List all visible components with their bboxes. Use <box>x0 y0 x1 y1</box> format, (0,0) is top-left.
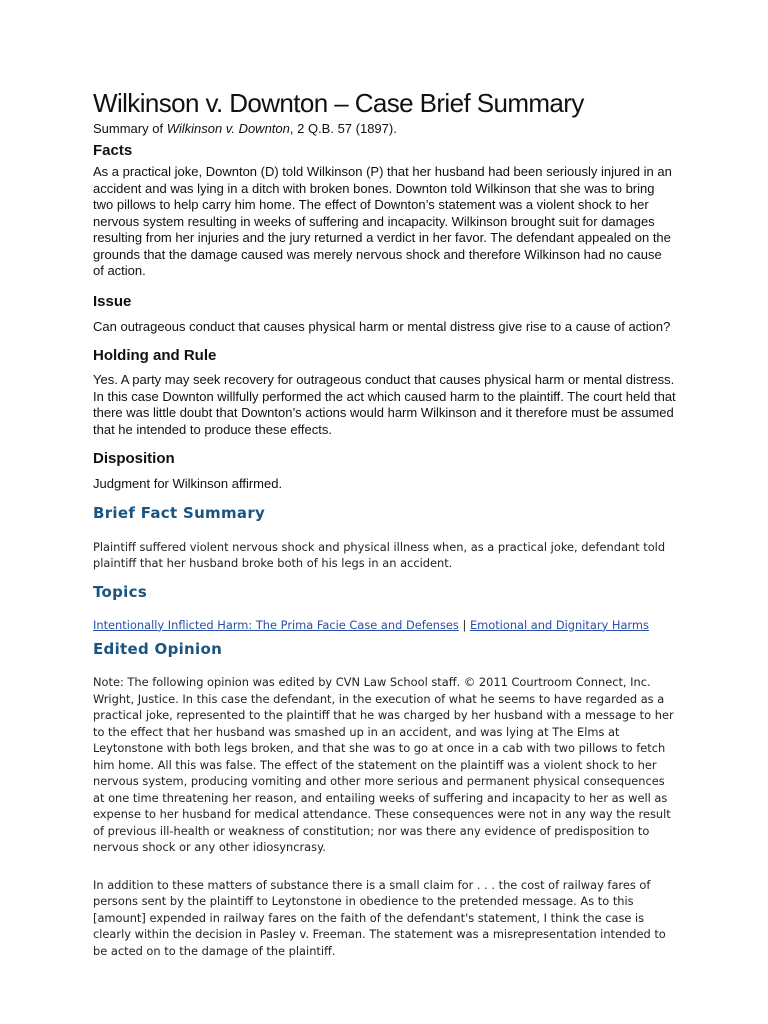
case-subtitle <box>93 121 676 137</box>
brief-fact-summary-text: Plaintiff suffered violent nervous shock and physical illness when, as a practical joke, defendant told plaintiff that her husband broke both of his legs in an accident. <box>93 539 666 570</box>
topic-separator: | <box>462 617 467 632</box>
topics-heading: Topics <box>93 582 148 601</box>
topic-link-intentional-harm[interactable]: Intentionally Inflicted Harm: The Prima Facie Case and Defenses <box>93 617 459 632</box>
brief-fact-summary-heading: Brief Fact Summary <box>93 503 266 522</box>
disposition-heading: Disposition <box>93 450 175 467</box>
facts-heading: Facts <box>93 142 133 159</box>
issue-text: Can outrageous conduct that causes physical harm or mental distress give rise to a cause of action? <box>93 318 671 334</box>
subtitle-citation: , 2 Q.B. 57 (1897). <box>289 121 397 136</box>
edited-opinion-heading: Edited Opinion <box>93 640 223 658</box>
opinion-paragraph-2: In addition to these matters of substance there is a small claim for . . . the cost of railway fares of persons sent by the plaintiff to Leytonstone in obedience to the pretended message. As to this [amount] expended in railway fares on the faith of the defendant's statement, I think the case is clearly within the decision in Pasley v. Freeman. The statement was a misrepresentation intended to be acted on to the damage of the plaintiff. <box>93 877 666 958</box>
topics-links <box>93 617 676 634</box>
opinion-paragraph-1: Note: The following opinion was edited by CVN Law School staff. © 2011 Courtroom Connect, Inc. Wright, Justice. In this case the defendant, in the execution of what he seems to have regarded as a practical joke, represented to the plaintiff that he was charged by her husband with a message to her to the effect that her husband was smashed up in an accident, and was lying at The Elms at Leytonstone with both legs broken, and that she was to go at once in a cab with two pillows to fetch him home. All this was false. The effect of the statement on the plaintiff was a violent shock to her nervous system, producing vomiting and other more serious and permanent physical consequences at one time threatening her reason, and entailing weeks of suffering and incapacity to her as well as expense to her husband for medical attendance. These consequences were not in any way the result of previous ill-health or weakness of constitution; nor was there any evidence of predisposition to nervous shock or any other idiosyncrasy. <box>93 675 674 854</box>
subtitle-case-name: Wilkinson v. Downton <box>166 121 290 136</box>
facts-text: As a practical joke, Downton (D) told Wilkinson (P) that her husband had been seriously injured in an accident and was lying in a ditch with broken bones. Downton told Wilkinson that she was to bring two pillows to help carry him home. The effect of Downton’s statement was a violent shock to her nervous system resulting in weeks of suffering and incapacity. Wilkinson brought suit for damages resulting from her injuries and the jury returned a verdict in her favor. The defendant appealed on the grounds that the damage caused was merely nervous shock and therefore Wilkinson had no cause of action. <box>93 164 672 278</box>
topic-link-emotional-harms[interactable]: Emotional and Dignitary Harms <box>469 617 649 632</box>
disposition-text: Judgment for Wilkinson affirmed. <box>93 476 283 491</box>
subtitle-prefix: Summary of <box>93 121 167 136</box>
page-title: Wilkinson v. Downton – Case Brief Summary <box>93 88 584 118</box>
holding-text: Yes. A party may seek recovery for outrageous conduct that causes physical harm or mental distress. In this case Downton willfully performed the act which caused harm to the plaintiff. The court held that there was little doubt that Downton’s actions would harm Wilkinson and it therefore must be assumed that he intended to produce these effects. <box>93 372 676 437</box>
holding-heading: Holding and Rule <box>93 347 217 364</box>
issue-heading: Issue <box>93 292 132 310</box>
